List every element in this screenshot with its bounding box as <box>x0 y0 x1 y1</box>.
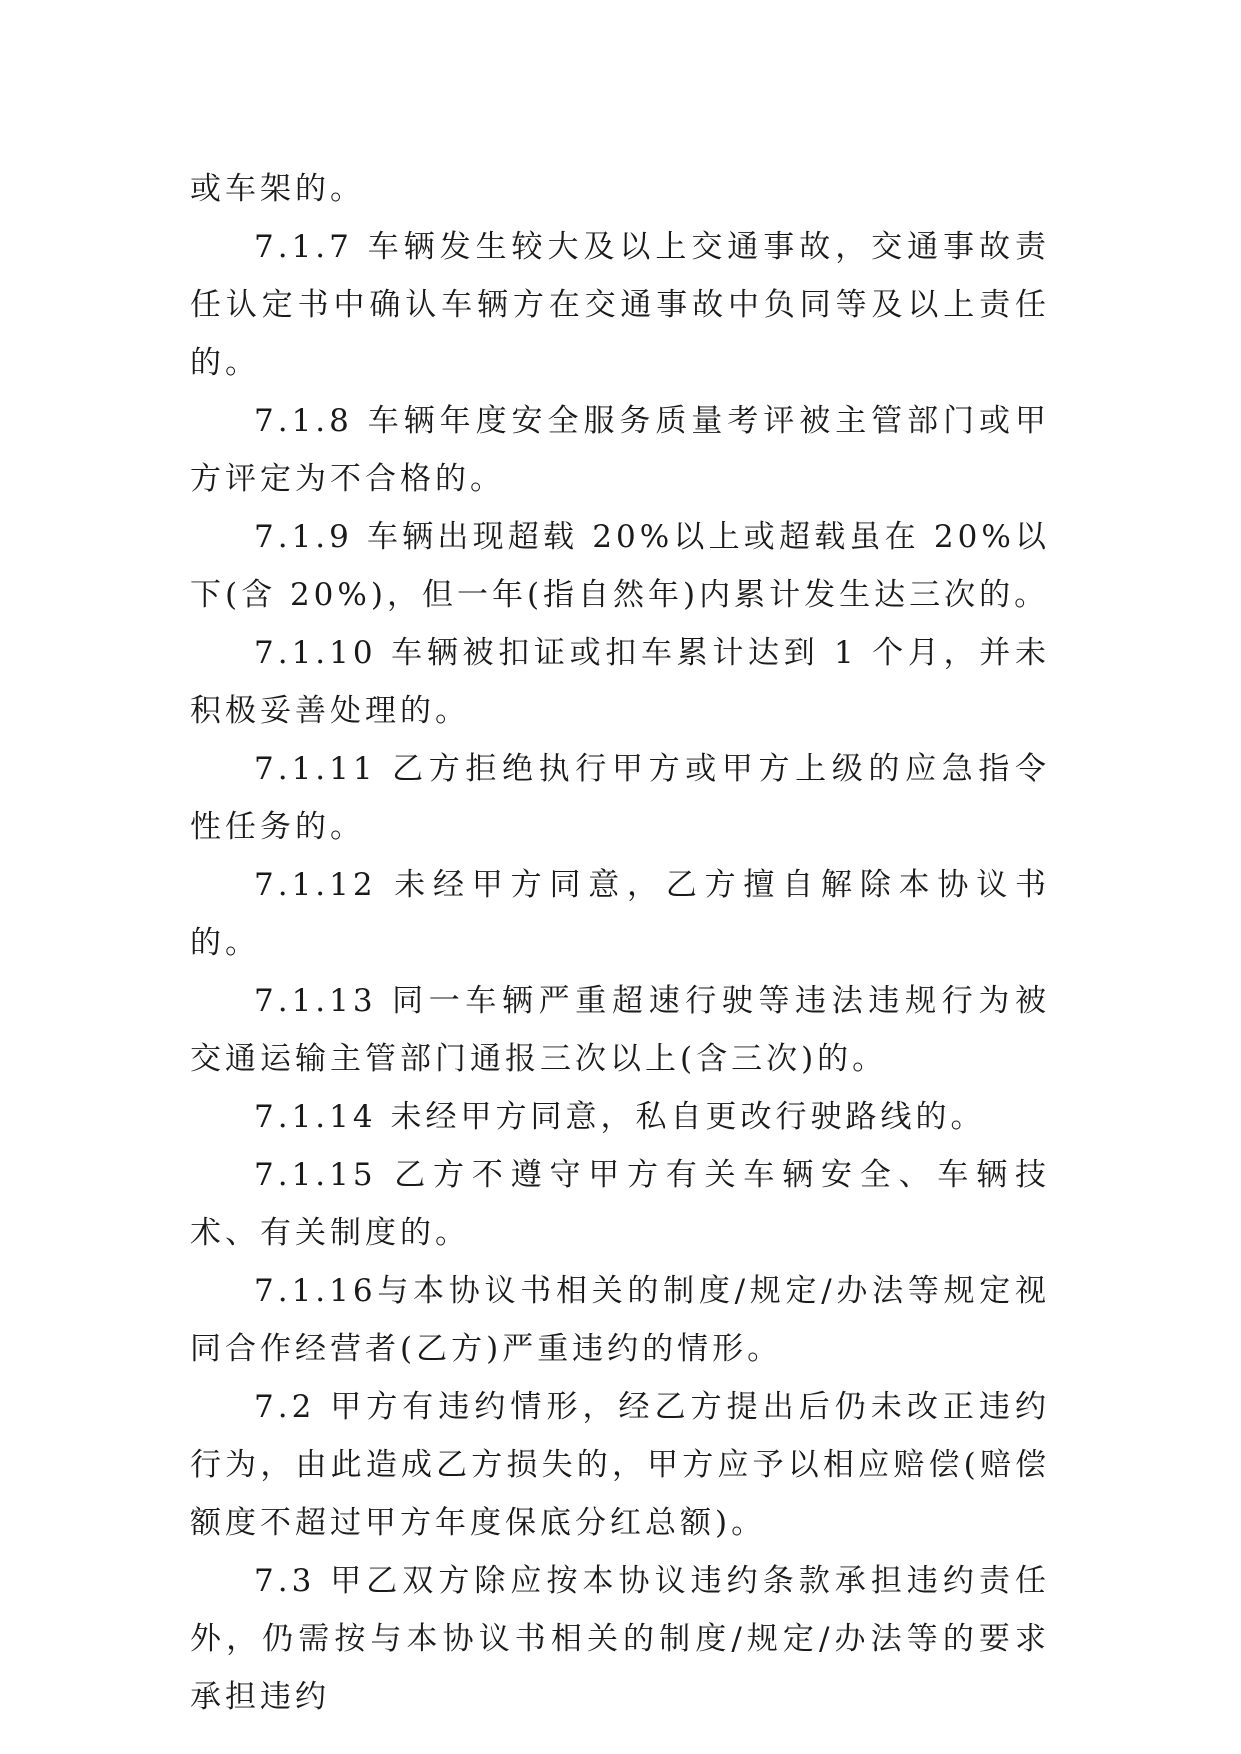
clause-7-1-7: 7.1.7 车辆发生较大及以上交通事故，交通事故责任认定书中确认车辆方在交通事故中负同等及以上责任的。 <box>190 229 1050 381</box>
clause-7-3: 7.3 甲乙双方除应按本协议违约条款承担违约责任外，仍需按与本协议书相关的制度/规定/办法等的要求承担违约 <box>190 1563 1050 1715</box>
clause-7-1-14: 7.1.14 未经甲方同意，私自更改行驶路线的。 <box>254 1099 986 1135</box>
clause-7-1-9: 7.1.9 车辆出现超载 20%以上或超载虽在 20%以下(含 20%)，但一年(指自然年)内累计发生达三次的。 <box>190 519 1050 613</box>
clause-7-2: 7.2 甲方有违约情形，经乙方提出后仍未改正违约行为，由此造成乙方损失的，甲方应予以相应赔偿(赔偿额度不超过甲方年度保底分红总额)。 <box>190 1389 1050 1541</box>
clause-7-1-10: 7.1.10 车辆被扣证或扣车累计达到 1 个月，并未积极妥善处理的。 <box>190 635 1050 729</box>
clause-7-1-11: 7.1.11 乙方拒绝执行甲方或甲方上级的应急指令性任务的。 <box>190 751 1050 845</box>
clause-7-1-13: 7.1.13 同一车辆严重超速行驶等违法违规行为被交通运输主管部门通报三次以上(含三次)的。 <box>190 983 1050 1077</box>
clause-7-1-8: 7.1.8 车辆年度安全服务质量考评被主管部门或甲方评定为不合格的。 <box>190 403 1050 497</box>
clause-7-1-16: 7.1.16与本协议书相关的制度/规定/办法等规定视同合作经营者(乙方)严重违约的情形。 <box>190 1273 1050 1367</box>
document-body <box>190 160 1050 1726</box>
clause-7-1-15: 7.1.15 乙方不遵守甲方有关车辆安全、车辆技术、有关制度的。 <box>190 1157 1050 1251</box>
paragraph-continuation: 或车架的。 <box>190 171 365 207</box>
clause-7-1-12: 7.1.12 未经甲方同意，乙方擅自解除本协议书的。 <box>190 867 1050 961</box>
